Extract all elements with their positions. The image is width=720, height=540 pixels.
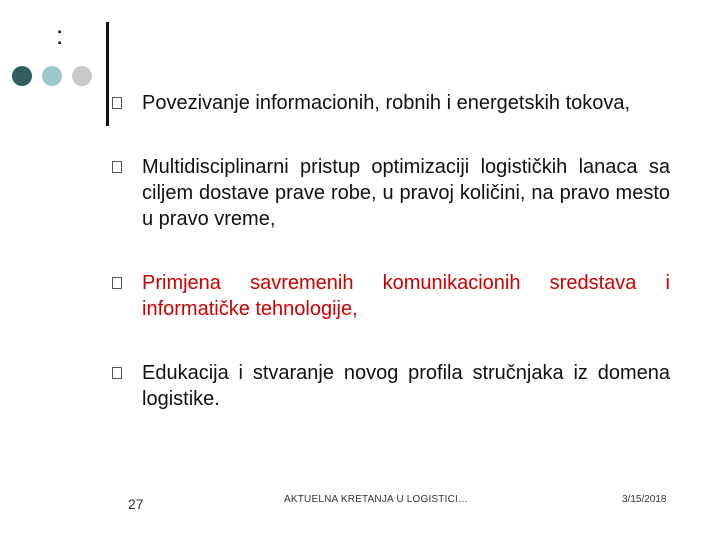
- bullet-text: Primjena savremenih komunikacionih sredstava i informatičke tehnologije,: [142, 272, 670, 320]
- bullet-text: Multidisciplinarni pristup optimizaciji logističkih lanaca sa ciljem dostave prave robe, u pravoj količini, na pravo mesto u pravo vreme,: [142, 156, 670, 230]
- decor-dot-dark: [12, 66, 32, 86]
- bullet-item: [110, 270, 670, 322]
- bullet-text: Povezivanje informacionih, robnih i energetskih tokova,: [142, 92, 631, 114]
- empty-square-icon: [112, 97, 122, 109]
- bullet-text: Edukacija i stvaranje novog profila stručnjaka iz domena logistike.: [142, 362, 670, 410]
- bullet-item: [110, 154, 670, 232]
- empty-square-icon: [112, 277, 122, 289]
- footer-date: 3/15/2018: [622, 494, 667, 505]
- bullet-item: [110, 90, 670, 116]
- empty-square-icon: [112, 161, 122, 173]
- decor-dot-gray: [72, 66, 92, 86]
- bullet-list: [110, 90, 670, 450]
- empty-square-icon: [112, 367, 122, 379]
- decor-dot-teal: [42, 66, 62, 86]
- slide-title: :: [56, 20, 64, 50]
- footer-title: AKTUELNA KRETANJA U LOGISTICI…: [284, 494, 469, 505]
- title-divider-line: [106, 22, 109, 126]
- page-number: 27: [128, 496, 144, 512]
- bullet-item: [110, 360, 670, 412]
